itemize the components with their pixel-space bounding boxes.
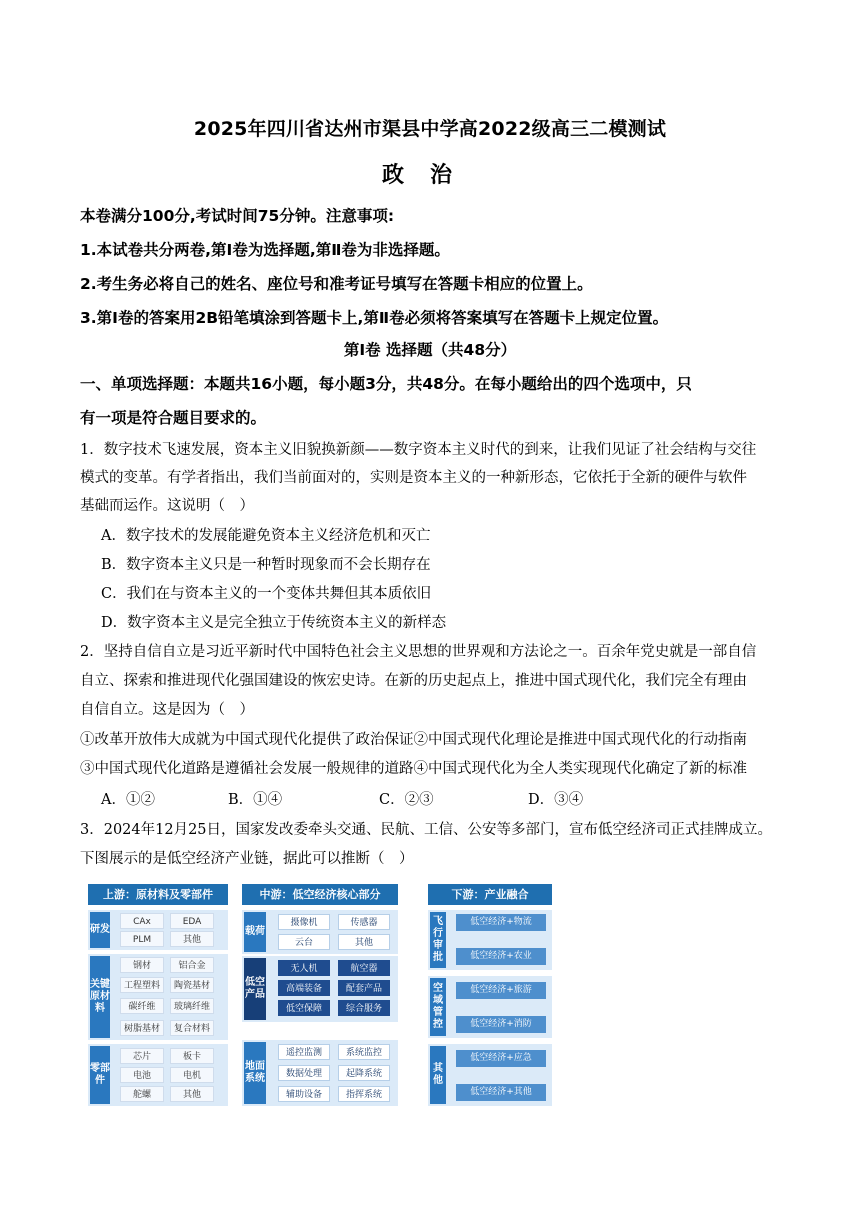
chain-item: 系统监控 (338, 1044, 390, 1060)
chain-item: 工程塑料 (120, 977, 164, 993)
question-2-line: 自立、探索和推进现代化强国建设的恢宏史诗。在新的历史起点上，推进中国式现代化，我们完全有理由 (80, 673, 747, 689)
chain-item: 数据处理 (278, 1065, 330, 1081)
chain-item: 铝合金 (170, 957, 214, 973)
chain-item: 芯片 (120, 1048, 164, 1064)
note-1: 1.本试卷共分两卷,第Ⅰ卷为选择题,第Ⅱ卷为非选择题。 (80, 241, 450, 259)
upstream-header: 上游：原材料及零部件 (88, 884, 228, 905)
question-2-line: 自信自立。这是因为（ ） (80, 702, 254, 718)
exam-title: 2025年四川省达州市渠县中学高2022级高三二模测试 (193, 118, 667, 140)
question-1-option-c: C．我们在与资本主义的一个变体共舞但其本质依旧 (101, 586, 432, 602)
question-1-option-d: D．数字资本主义是完全独立于传统资本主义的新样态 (101, 615, 447, 631)
chain-item: 指挥系统 (338, 1086, 390, 1102)
question-1-option-b: B．数字资本主义只是一种暂时现象而不会长期存在 (101, 557, 431, 573)
question-1-option-a: A．数字技术的发展能避免资本主义经济危机和灭亡 (101, 528, 431, 544)
chain-item: 低空经济+农业 (456, 948, 546, 965)
chain-item: EDA (170, 913, 214, 929)
industry-chain-diagram (82, 876, 556, 1108)
chain-item: CAx (120, 913, 164, 929)
chain-item: 遥控监测 (278, 1044, 330, 1060)
chain-item: 航空器 (338, 960, 390, 976)
chain-item: 其他 (170, 931, 214, 947)
chain-item: 电池 (120, 1067, 164, 1083)
chain-item: 起降系统 (338, 1065, 390, 1081)
chain-item: 陶瓷基材 (170, 977, 214, 993)
notes-intro: 本卷满分100分,考试时间75分钟。注意事项: (80, 207, 395, 225)
question-2-option-d: D．③④ (528, 792, 584, 808)
chain-item: 低空经济+消防 (456, 1016, 546, 1033)
group-label: 空域管控 (430, 978, 446, 1036)
section-heading: 第Ⅰ卷 选择题（共48分） (343, 341, 517, 359)
chain-item: 配套产品 (338, 980, 390, 996)
section-instruction-line2: 有一项是符合题目要求的。 (80, 409, 267, 427)
group-label: 低空产品 (244, 958, 266, 1020)
question-2-option-c: C．②③ (379, 792, 434, 808)
question-2-option-a: A．①② (101, 792, 155, 808)
chain-item: 树脂基材 (120, 1020, 164, 1036)
question-1-line: 模式的变革。有学者指出，我们当前面对的，实则是资本主义的一种新形态，它依托于全新的硬件与软件 (80, 470, 747, 486)
chain-item: 综合服务 (338, 1000, 390, 1016)
chain-item: 高端装备 (278, 980, 330, 996)
group-label: 飞行审批 (430, 912, 446, 968)
question-1-line: 基础而运作。这说明（ ） (80, 498, 254, 514)
chain-item: 舵螺 (120, 1086, 164, 1102)
chain-item: 碳纤维 (120, 998, 164, 1014)
note-2: 2.考生务必将自己的姓名、座位号和准考证号填写在答题卡相应的位置上。 (80, 275, 593, 293)
group-label: 地面系统 (244, 1042, 266, 1104)
midstream-header: 中游：低空经济核心部分 (242, 884, 398, 905)
group-label: 关键原材料 (90, 956, 110, 1038)
chain-item: 云台 (278, 934, 330, 950)
chain-item: 复合材料 (170, 1020, 214, 1036)
chain-item: 辅助设备 (278, 1086, 330, 1102)
subject-title: 政治 (381, 163, 478, 188)
chain-item: 传感器 (338, 914, 390, 930)
question-2-line: 2．坚持自信自立是习近平新时代中国特色社会主义思想的世界观和方法论之一。百余年党史就是一部自信 (80, 644, 757, 660)
downstream-header: 下游：产业融合 (428, 884, 552, 905)
group-label: 其他 (430, 1046, 446, 1104)
chain-item: 低空经济+旅游 (456, 982, 546, 999)
group-label: 载荷 (244, 912, 266, 952)
chain-item: 低空经济+其他 (456, 1084, 546, 1101)
chain-item: 其他 (170, 1086, 214, 1102)
chain-item: 板卡 (170, 1048, 214, 1064)
chain-item: 玻璃纤维 (170, 998, 214, 1014)
question-1-line: 1．数字技术飞速发展，资本主义旧貌换新颜——数字资本主义时代的到来，让我们见证了社会结构与交往 (80, 442, 757, 458)
chain-item: 低空经济+物流 (456, 914, 546, 931)
chain-item: 其他 (338, 934, 390, 950)
question-3-line: 下图展示的是低空经济产业链，据此可以推断（ ） (80, 851, 414, 867)
chain-item: PLM (120, 931, 164, 947)
question-2-option-b: B．①④ (228, 792, 283, 808)
chain-item: 低空保障 (278, 1000, 330, 1016)
question-2-options (0, 788, 860, 808)
chain-item: 钢材 (120, 957, 164, 973)
section-instruction-line1: 一、单项选择题：本题共16小题，每小题3分，共48分。在每小题给出的四个选项中，只 (80, 375, 692, 393)
chain-item: 电机 (170, 1067, 214, 1083)
chain-item: 摄像机 (278, 914, 330, 930)
group-label: 零部件 (90, 1046, 110, 1104)
chain-item: 无人机 (278, 960, 330, 976)
question-2-statement: ①改革开放伟大成就为中国式现代化提供了政治保证②中国式现代化理论是推进中国式现代化的行动指南 (80, 732, 747, 748)
note-3: 3.第Ⅰ卷的答案用2B铅笔填涂到答题卡上,第Ⅱ卷必须将答案填写在答题卡上规定位置。 (80, 309, 669, 327)
group-label: 研发 (90, 912, 110, 948)
chain-item: 低空经济+应急 (456, 1050, 546, 1067)
question-3-line: 3．2024年12月25日，国家发改委牵头交通、民航、工信、公安等多部门，宣布低空经济司正式挂牌成立。 (80, 822, 773, 838)
question-2-statement: ③中国式现代化道路是遵循社会发展一般规律的道路④中国式现代化为全人类实现现代化确定了新的标准 (80, 761, 747, 777)
